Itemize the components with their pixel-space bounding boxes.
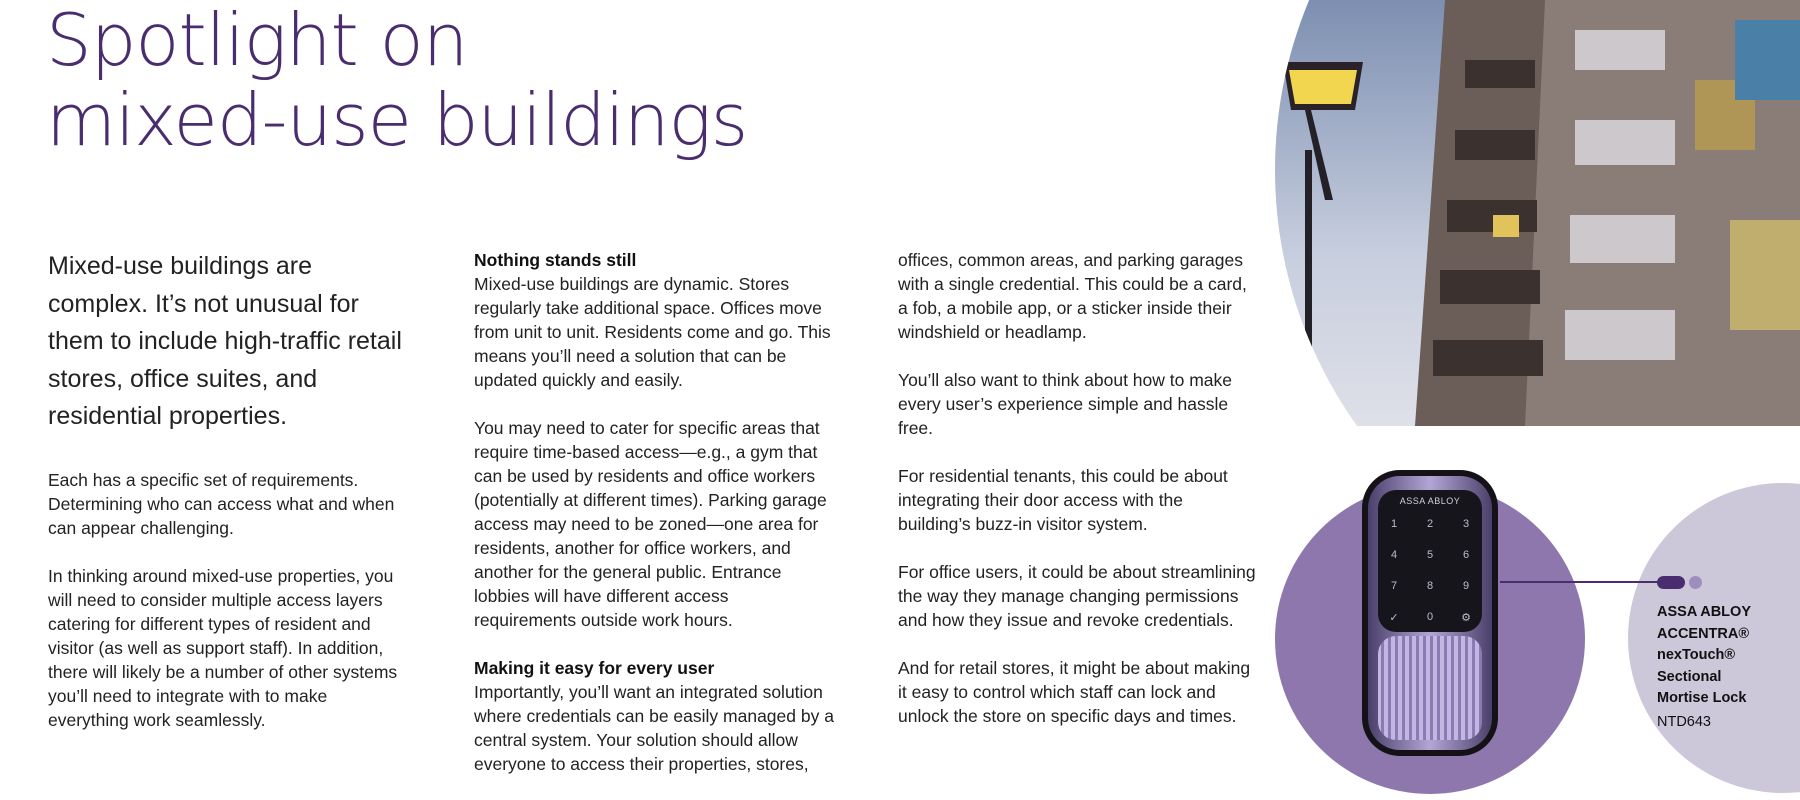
keypad-key[interactable]: 8 (1426, 580, 1434, 592)
col2-paragraph-1: Mixed-use buildings are dynamic. Stores regularly take additional space. Offices move from unit to unit. Residents come and go. This means you’ll need a solution that can be updated quickly and easily. (474, 274, 831, 390)
keypad-key[interactable]: 2 (1426, 518, 1434, 530)
col3-paragraph-1: offices, common areas, and parking garages with a single credential. This could be a card, a fob, a mobile app, or a sticker inside their windshield or headlamp. (898, 250, 1247, 342)
heading-nothing-stands-still: Nothing stands still (474, 250, 637, 270)
keypad-key[interactable]: 0 (1426, 611, 1434, 623)
col3-paragraph-2: You’ll also want to think about how to make every user’s experience simple and hassle free. (898, 370, 1233, 438)
col1-paragraph-1: Each has a specific set of requirements. Determining who can access what and when can appear challenging. (48, 470, 395, 538)
col2-paragraph-2: You may need to cater for specific areas that require time-based access—e.g., a gym that can be used by residents and office workers (potentially at different times). Parking garage access may need to be zoned—one area for residents, another for office workers, and another for the general public. Entrance lobbies will have different access requirements outside work hours. (474, 418, 827, 630)
product-model-number: NTD643 (1657, 713, 1711, 730)
keypad-key[interactable]: 5 (1426, 549, 1434, 561)
keypad-key[interactable]: ⚙ (1461, 612, 1471, 624)
lock-brand-text: ASSA ABLOY (1399, 496, 1461, 506)
product-name-line-4: Mortise Lock (1657, 690, 1747, 706)
product-name-line-1: ASSA ABLOY (1657, 604, 1751, 620)
column-2 (474, 248, 834, 800)
col3-paragraph-4: For office users, it could be about streamlining the way they manage changing permissions and how they issue and revoke credentials. (898, 562, 1256, 630)
col1-paragraph-2: In thinking around mixed-use properties, you will need to consider multiple access layers catering for different types of resident and visitor (as well as support staff). In addition, there will likely be a number of other systems you’ll need to integrate with to make everything work seamlessly. (48, 566, 398, 730)
col3-paragraph-5: And for retail stores, it might be about making it easy to control which staff can lock and unlock the store on specific days and times. (898, 658, 1251, 726)
keypad-key[interactable]: 4 (1390, 549, 1398, 561)
keypad-key[interactable]: 7 (1390, 580, 1398, 592)
column-3 (898, 248, 1258, 752)
callout-pill-marker (1657, 576, 1685, 589)
product-label (1657, 602, 1800, 733)
keypad-key[interactable]: 6 (1462, 549, 1470, 561)
title-line-1: Spotlight on (46, 0, 468, 82)
keypad-key[interactable]: 1 (1390, 518, 1398, 530)
product-name-line-3: nexTouch® Sectional (1657, 647, 1736, 685)
building-photo (1275, 0, 1800, 426)
callout-leader-line (1500, 581, 1660, 583)
product-name-line-2: ACCENTRA® (1657, 625, 1750, 642)
page-title (46, 0, 747, 160)
column-1 (48, 468, 408, 756)
keypad-key[interactable]: 3 (1462, 518, 1470, 530)
keypad-key[interactable]: ✓ (1389, 612, 1399, 624)
keypad-lock-image (1360, 468, 1500, 763)
title-line-2: mixed-use buildings (46, 78, 748, 162)
keypad-key[interactable]: 9 (1462, 580, 1470, 592)
heading-making-it-easy: Making it easy for every user (474, 658, 715, 678)
intro-paragraph: Mixed-use buildings are complex. It’s not unusual for them to include high-traffic retail stores, office suites, and residential properties. (48, 252, 402, 430)
col2-paragraph-3: Importantly, you’ll want an integrated solution where credentials can be easily managed by a central system. Your solution should allow everyone to access their properties, stores, (474, 682, 834, 774)
callout-dot-marker (1689, 576, 1702, 589)
col3-paragraph-3: For residential tenants, this could be about integrating their door access with the building’s buzz-in visitor system. (898, 466, 1228, 534)
